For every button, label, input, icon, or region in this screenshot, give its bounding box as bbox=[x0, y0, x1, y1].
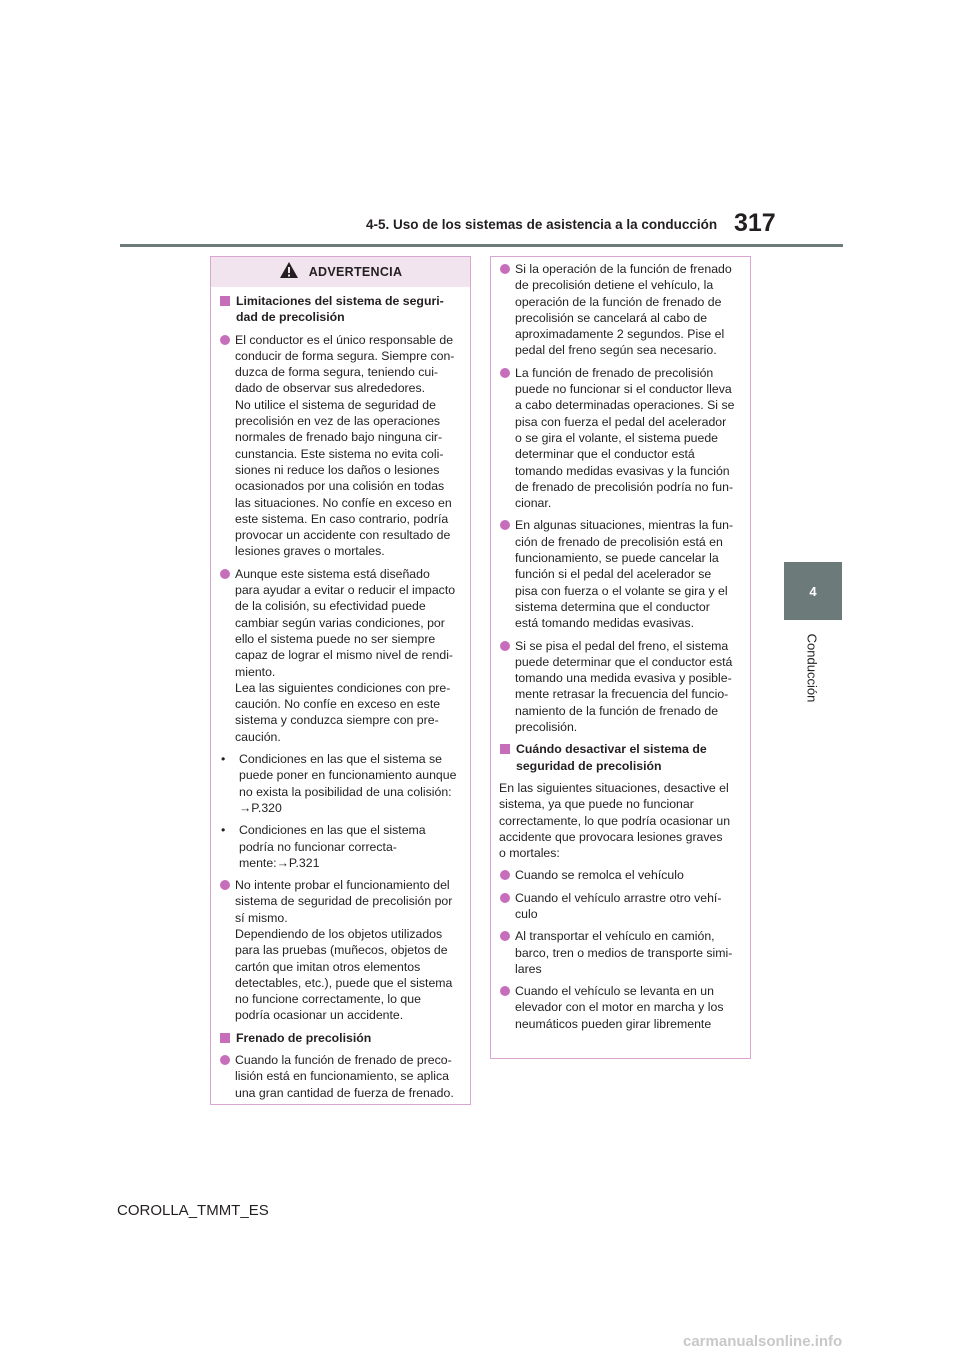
chapter-label: Conducción bbox=[804, 633, 820, 703]
page-reference-link[interactable]: →P.320 bbox=[239, 800, 282, 815]
list-item bbox=[499, 983, 741, 1032]
chapter-tab bbox=[784, 562, 842, 620]
sub-list-item bbox=[219, 751, 461, 816]
list-item-text: Aunque este sistema está diseñado para ayudar a evitar o reducir el impacto de la colisión, su efectividad puede cambiar según varias condiciones, por ello el sistema puede no ser siempre capaz de lograr el mismo nivel de rendi- miento. Lea las siguientes condiciones con pre- caución. No confíe en exceso en este sistema y conduzca siempre con pre- caución. bbox=[235, 566, 456, 744]
list-item-text: Si la operación de la función de frenado de precolisión detiene el vehículo, la operación de la función de frenado de precolisión se cancelará al cabo de aproximadamente 2 segundos. Pise el pedal del freno según sea necesario. bbox=[515, 262, 732, 358]
chapter-number: 4 bbox=[809, 583, 817, 599]
list-item bbox=[219, 1052, 461, 1101]
list-item-text: El conductor es el único responsable de conducir de forma segura. Siempre con- duzca de forma segura, teniendo cui- dado de observar sus alrededores. No utilice el sistema de seguridad de precolisión en vez de las operaciones normales de frenado bajo ninguna cir- cunstancia. Este sistema no evita coli- siones ni reduce los daños o lesiones ocasionados por una colisión en todas las situaciones. No confíe en exceso en este sistema. En caso contrario, podría provocar un accidente con resultado de lesiones graves o mortales. bbox=[235, 332, 455, 559]
circle-bullet-icon bbox=[500, 520, 510, 530]
square-bullet-icon bbox=[500, 744, 510, 754]
sub-item-text: Condiciones en las que el sistema se puede poner en funcionamiento aunque no exista la posibilidad de una colisión: bbox=[239, 752, 457, 799]
section-heading bbox=[219, 1030, 461, 1046]
list-item-text: En algunas situaciones, mientras la fun- ción de frenado de precolisión está en funcionamiento, se puede cancelar la función si el pedal del acelerador se pisa con fuerza o el volante se gira y el sistema determina que el conductor está tomando medidas evasivas. bbox=[515, 518, 734, 631]
list-item bbox=[499, 867, 741, 883]
circle-bullet-icon bbox=[220, 569, 230, 579]
list-item-text: Cuando el vehículo arrastre otro vehí- culo bbox=[515, 890, 722, 921]
list-item-text: Cuando el vehículo se levanta en un elevador con el motor en marcha y los neumáticos pueden girar libremente bbox=[515, 984, 724, 1031]
page-reference-link[interactable]: →P.321 bbox=[276, 855, 320, 870]
heading-text: Frenado de precolisión bbox=[236, 1030, 372, 1045]
list-item bbox=[499, 890, 741, 923]
circle-bullet-icon bbox=[220, 880, 230, 890]
list-item bbox=[499, 517, 741, 631]
list-item bbox=[219, 332, 461, 560]
sub-bullet-mark: • bbox=[221, 752, 226, 767]
list-item-text: Cuando la función de frenado de preco- lisión está en funcionamiento, se aplica una gran cantidad de fuerza de frenado. bbox=[235, 1053, 454, 1100]
circle-bullet-icon bbox=[500, 641, 510, 651]
list-item-text: Si se pisa el pedal del freno, el sistema puede determinar que el conductor está tomando una medida evasiva y posible- mente retrasar la frecuencia del funcio- namiento de la función de frenado de precolisión. bbox=[515, 638, 733, 735]
list-item bbox=[499, 638, 741, 736]
circle-bullet-icon bbox=[500, 264, 510, 274]
watermark: carmanualsonline.info bbox=[683, 1333, 843, 1350]
square-bullet-icon bbox=[220, 1033, 230, 1043]
circle-bullet-icon bbox=[220, 1055, 230, 1065]
circle-bullet-icon bbox=[500, 870, 510, 880]
manual-code: COROLLA_TMMT_ES bbox=[117, 1202, 269, 1219]
list-item bbox=[499, 928, 741, 977]
list-item bbox=[219, 877, 461, 1024]
list-item-text: La función de frenado de precolisión puede no funcionar si el conductor lleva a cabo determinadas operaciones. Si se pisa con fuerza el pedal del acelerador o se gira el volante, el sistema puede determinar que el conductor está tomando medidas evasivas y la función de frenado de precolisión podría no fun- cionar. bbox=[515, 365, 735, 511]
warning-panel-right bbox=[490, 256, 751, 1059]
list-item bbox=[219, 566, 461, 745]
sub-bullet-mark: • bbox=[221, 823, 226, 838]
list-item-text: Al transportar el vehículo en camión, barco, tren o medios de transporte simi- lares bbox=[515, 929, 733, 976]
circle-bullet-icon bbox=[500, 931, 510, 941]
list-item bbox=[499, 261, 741, 359]
list-item-text: No intente probar el funcionamiento del sistema de seguridad de precolisión por sí mismo. Dependiendo de los objetos utilizados para las pruebas (muñecos, objetos de cartón que imitan otros elementos detectables, etc.), puede que el sistema no funcione correctamente, lo que podría ocasionar un accidente. bbox=[235, 878, 453, 1023]
warning-panel-left bbox=[210, 256, 471, 1105]
section-heading bbox=[499, 741, 741, 774]
section-heading bbox=[219, 293, 461, 326]
paragraph: En las siguientes situaciones, desactive el sistema, ya que puede no funcionar correctamente, lo que podría ocasionar un accidente que provocara lesiones graves o mortales: bbox=[499, 780, 731, 861]
sub-list-item bbox=[219, 822, 461, 871]
list-item bbox=[499, 365, 741, 512]
header-rule bbox=[120, 244, 843, 247]
section-title: 4-5. Uso de los sistemas de asistencia a la conducción bbox=[366, 217, 718, 232]
heading-text: Cuándo desactivar el sistema de seguridad de precolisión bbox=[516, 742, 707, 773]
heading-text: Limitaciones del sistema de seguri- dad de precolisión bbox=[236, 294, 444, 325]
circle-bullet-icon bbox=[500, 986, 510, 996]
circle-bullet-icon bbox=[500, 893, 510, 903]
warning-header bbox=[211, 257, 470, 287]
square-bullet-icon bbox=[220, 296, 230, 306]
circle-bullet-icon bbox=[220, 335, 230, 345]
warning-triangle-icon bbox=[279, 261, 299, 283]
circle-bullet-icon bbox=[500, 368, 510, 378]
sub-item-text: Condiciones en las que el sistema podría no funcionar correcta- mente: bbox=[239, 823, 426, 870]
page-number: 317 bbox=[734, 209, 776, 237]
warning-label: ADVERTENCIA bbox=[308, 264, 403, 279]
list-item-text: Cuando se remolca el vehículo bbox=[515, 868, 684, 883]
